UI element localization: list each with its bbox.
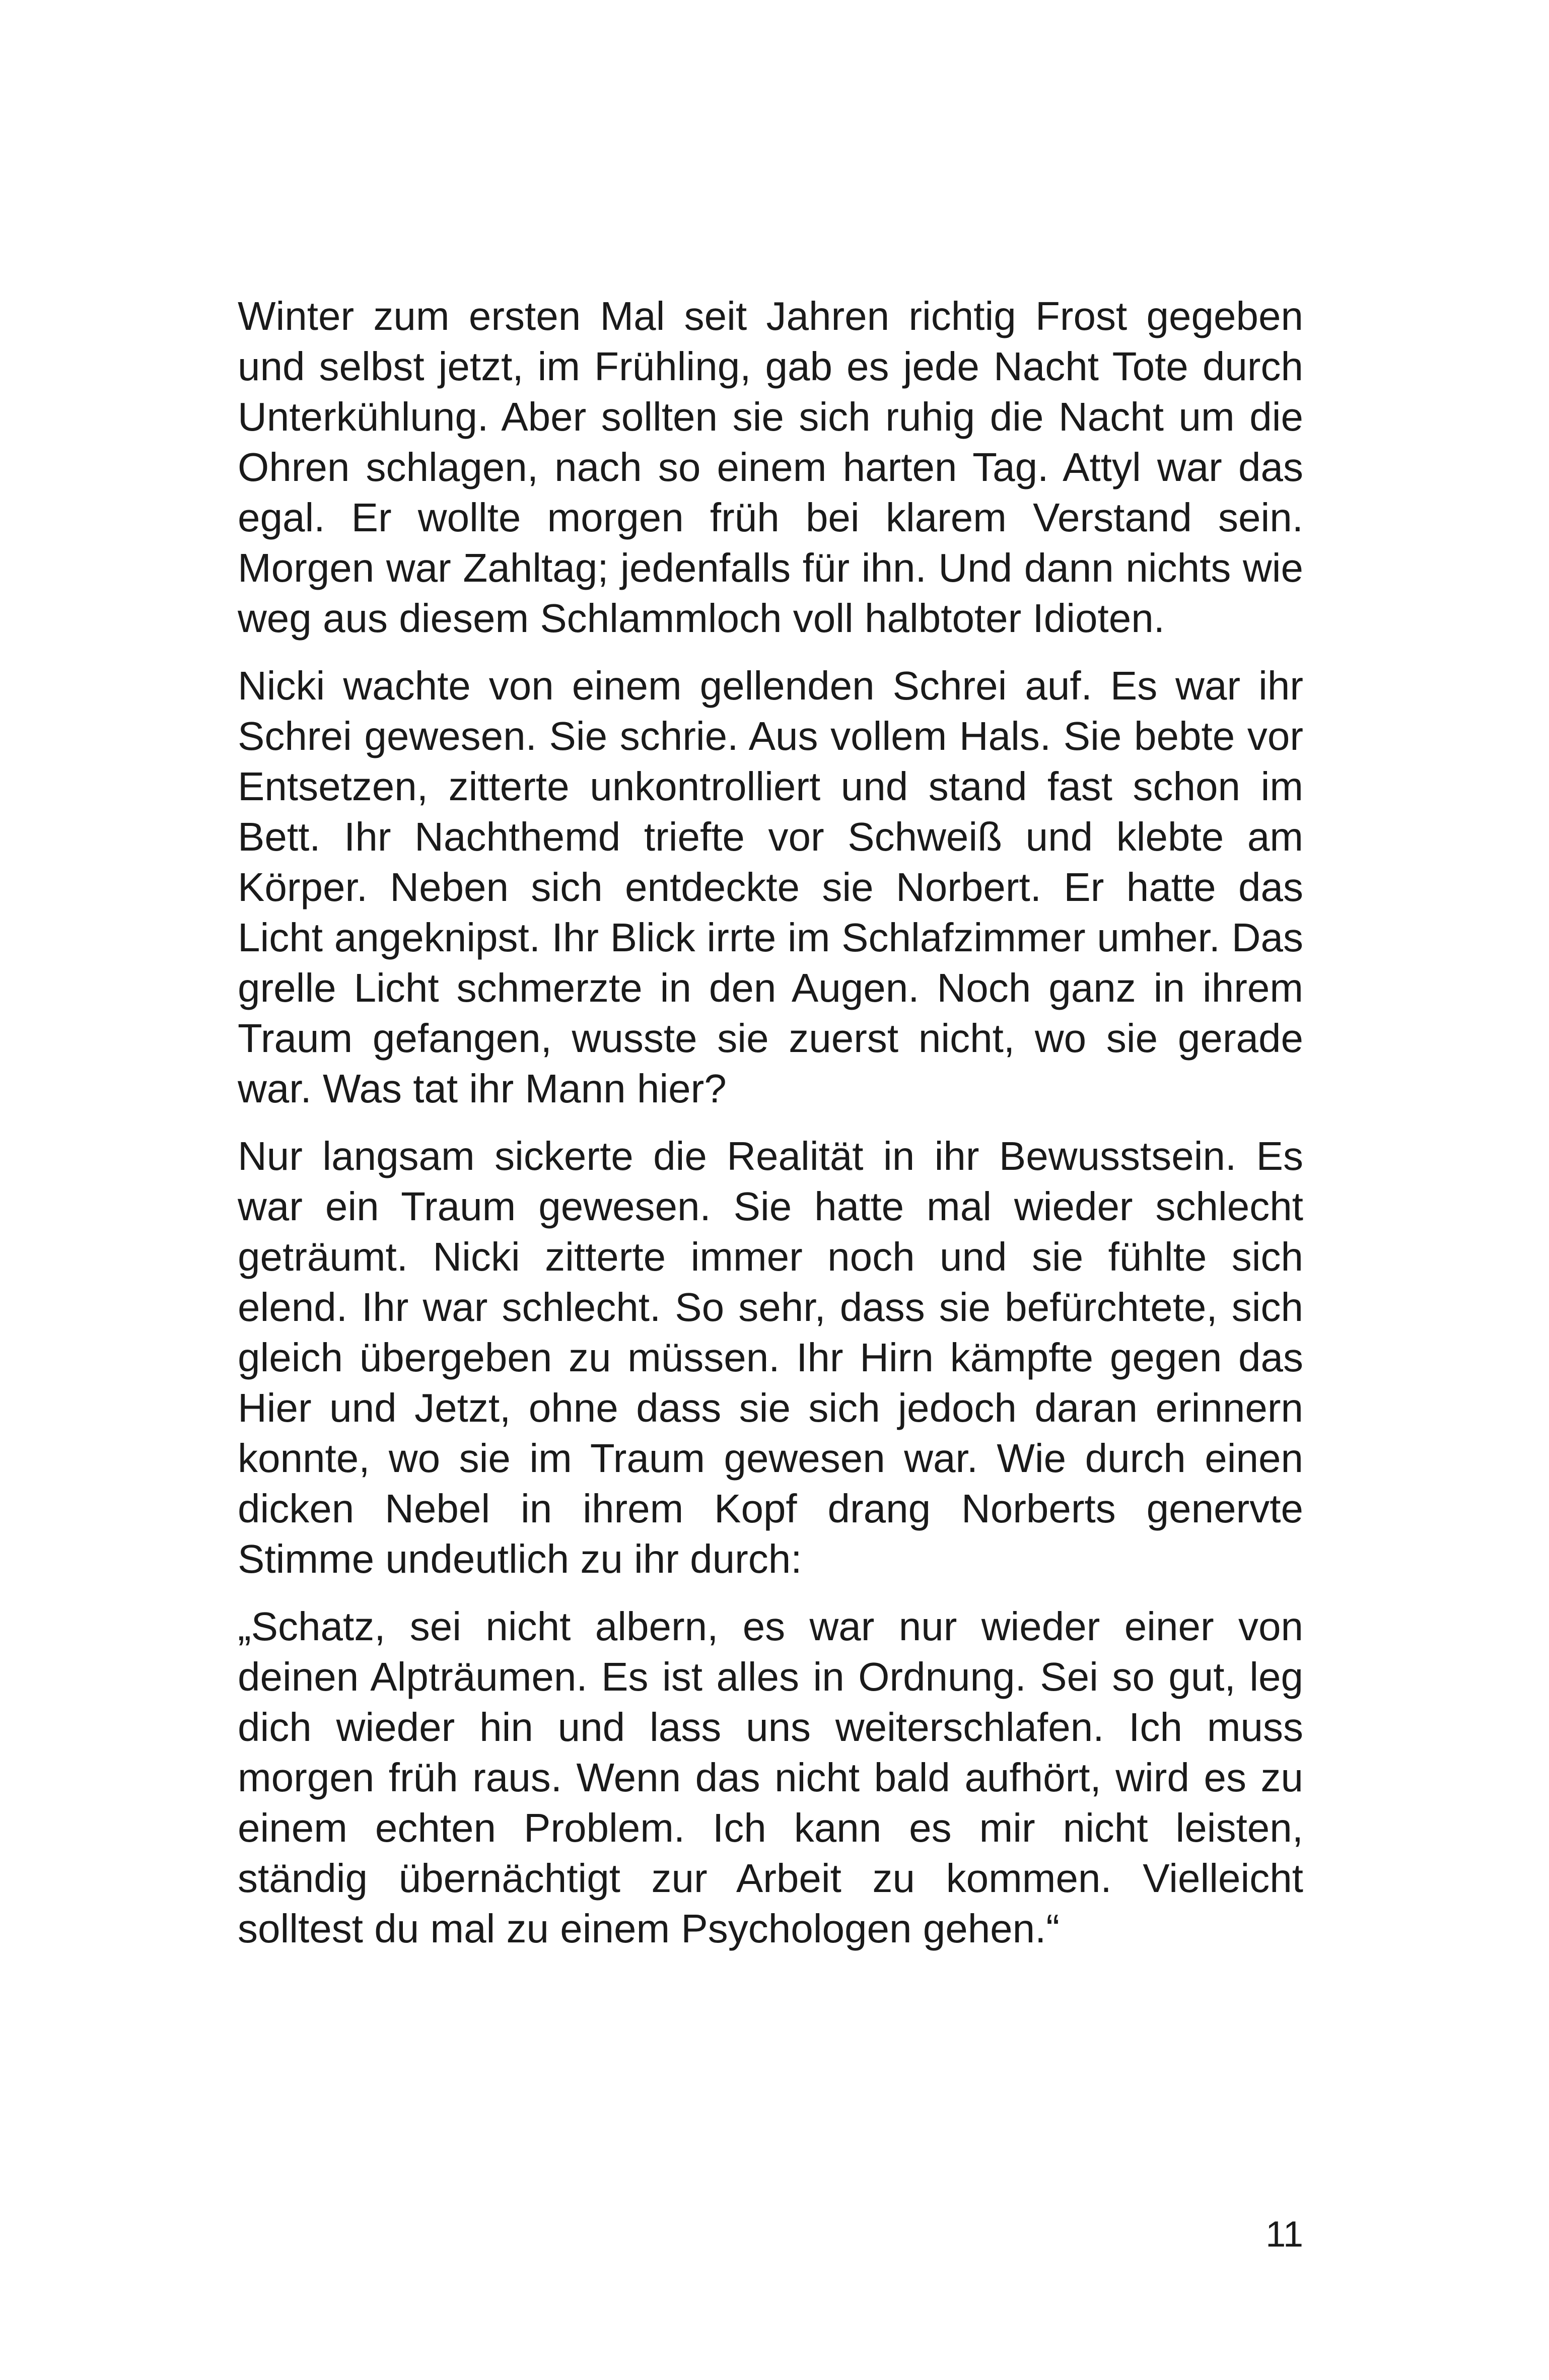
paragraph-4: „Schatz, sei nicht albern, es war nur wieder einer von deinen Alpträumen. Es ist alles in Ordnung. Sei so gut, leg dich wieder hin und lass uns weiterschlafen. Ich muss morgen früh raus. Wenn das nicht bald aufhört, wird es zu einem echten Problem. Ich kann es mir nicht leisten, ständig übernächtigt zur Arbeit zu kommen. Vielleicht solltest du mal zu einem Psychologen gehen.“: [238, 1604, 1303, 1951]
paragraph-2: Nicki wachte von einem gellenden Schrei auf. Es war ihr Schrei gewesen. Sie schrie. Aus vollem Hals. Sie bebte vor Entsetzen, zitterte unkontrolliert und stand fast schon im Bett. Ihr Nachthemd triefte vor Schweiß und klebte am Körper. Neben sich entdeckte sie Norbert. Er hatte das Licht angeknipst. Ihr Blick irrte im Schlafzimmer umher. Das grelle Licht schmerzte in den Augen. Noch ganz in ihrem Traum gefangen, wusste sie zuerst nicht, wo sie gerade war. Was tat ihr Mann hier?: [238, 663, 1303, 1111]
body-text: [238, 291, 1303, 1971]
page-number: 11: [1265, 2214, 1303, 2255]
paragraph-3: Nur langsam sickerte die Realität in ihr Bewusstsein. Es war ein Traum gewesen. Sie hatte mal wieder schlecht geträumt. Nicki zitterte immer noch und sie fühlte sich elend. Ihr war schlecht. So sehr, dass sie befürchtete, sich gleich übergeben zu müssen. Ihr Hirn kämpfte gegen das Hier und Jetzt, ohne dass sie sich jedoch daran erinnern konnte, wo sie im Traum gewesen war. Wie durch einen dicken Nebel in ihrem Kopf drang Norberts genervte Stimme undeutlich zu ihr durch:: [238, 1134, 1303, 1581]
paragraph-1: Winter zum ersten Mal seit Jahren richtig Frost gegeben und selbst jetzt, im Frühling, gab es jede Nacht Tote durch Unterkühlung. Aber sollten sie sich ruhig die Nacht um die Ohren schlagen, nach so einem harten Tag. Attyl war das egal. Er wollte morgen früh bei klarem Verstand sein. Morgen war Zahltag; jedenfalls für ihn. Und dann nichts wie weg aus diesem Schlammloch voll halbtoter Idioten.: [238, 294, 1303, 641]
